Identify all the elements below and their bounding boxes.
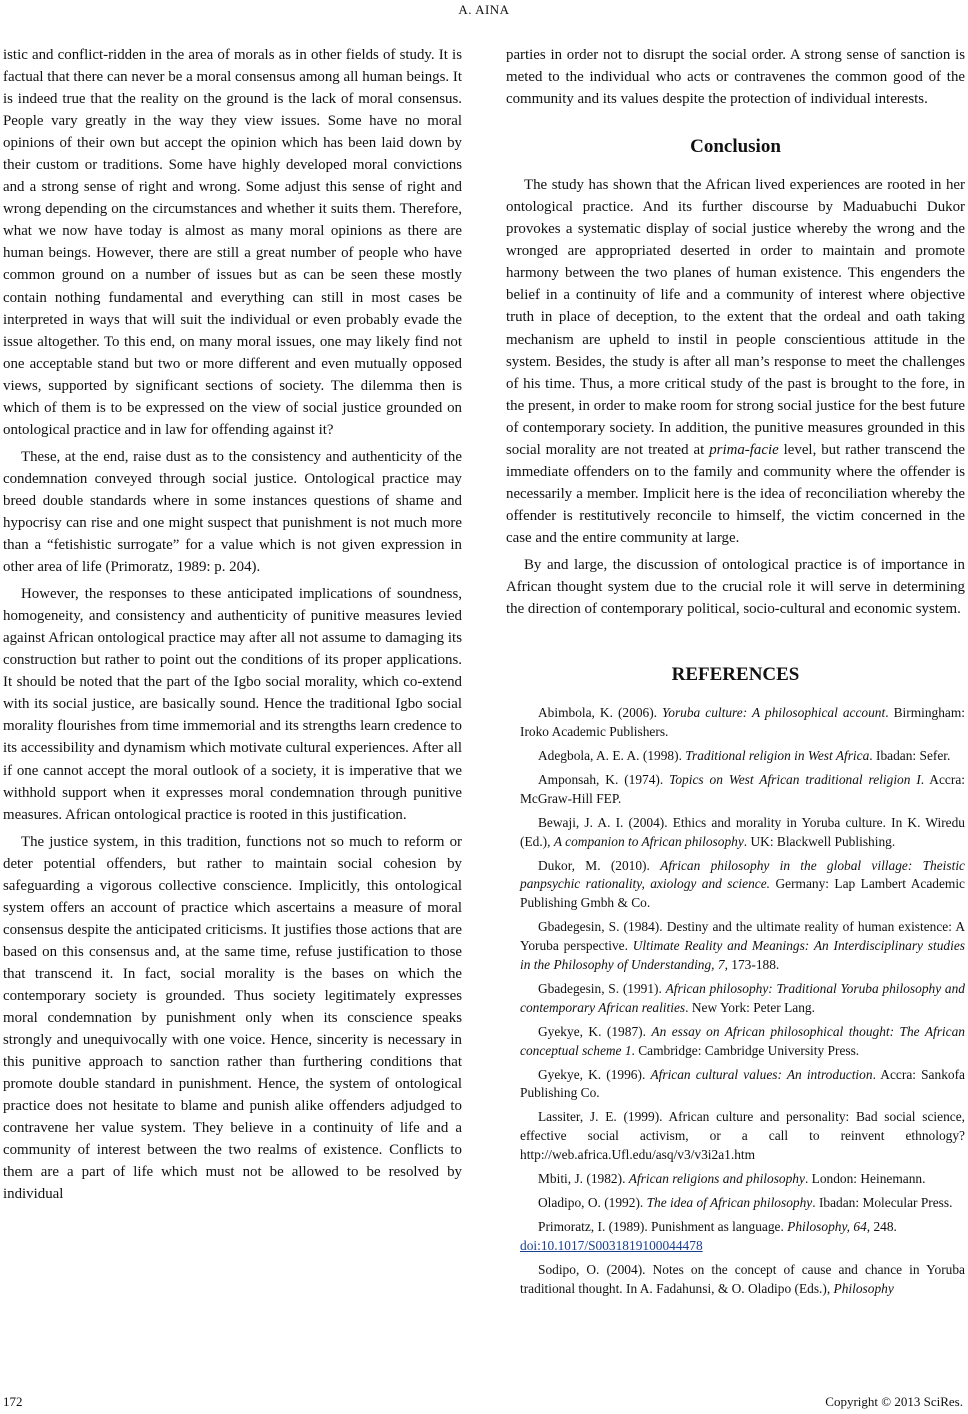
reference-entry [506,1261,965,1299]
running-head: A. AINA [458,2,510,17]
reference-entry [506,1108,965,1165]
conclusion-heading: Conclusion [690,136,781,158]
reference-text: . Accra: McGraw-Hill FEP. [520,771,965,806]
page-number: 172 [3,1394,23,1409]
copyright-notice: Copyright © 2013 SciRes. [825,1394,963,1409]
reference-entry [506,980,965,1018]
reference-text: 173-188. [727,957,780,973]
reference-entry [506,814,965,852]
reference-text: Amponsah, K. (1974). [538,771,670,787]
reference-title: The idea of African philosophy [646,1195,813,1211]
reference-entry [506,747,965,766]
conclusion-text: The study has shown that the African lived experiences are rooted in her ontological practice. And its further discourse by Maduabuchi Dukor provokes a systematic display of social justice whereby the wrong and the wronged are appropriated deserted in order to maintain and promote harmony between the two planes of human existence. This engenders the belief in a continuity of life and a community of interest where objective truth in place of deception, to the extent that the ordeal and oath taking mechanism are upheld to instil in people conscientious attitude in the system. Besides, the study is after all man’s response to meet the challenges of his time. Thus, a more critical study of the past is brought to the fore, in the present, in order to make room for strong social justice for the best future of contemporary society. In addition, the punitive measures grounded in this social morality are not treated at [506,177,965,458]
reference-entry [506,857,965,914]
reference-title: African philosophy in the global village: Theistic panpsychic rationality, axiology and science. [520,857,965,892]
reference-text: Gyekye, K. (1996). [538,1066,651,1082]
reference-text: . UK: Blackwell Publishing. [743,833,896,849]
reference-text: Lassiter, J. E. (1999). African culture and personality: Bad social science, effective social activism, or a call to reinvent ethnology? http://web.africa.Ufl.edu/asq/v3/v3i2a1.htm [520,1109,965,1163]
reference-text: Abimbola, K. (2006). [538,705,663,721]
reference-text: Sodipo, O. (2004). Notes on the concept of cause and chance in Yoruba traditional thought. In A. Fadahunsi, & O. Oladipo (Eds.), [520,1261,965,1296]
reference-title: Ultimate Reality and Meanings: An Interdisciplinary studies in the Philosophy of Understanding, 7, [520,938,965,973]
reference-title: Traditional religion in West Africa [685,747,870,763]
reference-text: Bewaji, J. A. I. (2004). Ethics and morality in Yoruba culture. In K. Wiredu (Ed.), [520,814,965,849]
body-paragraph: istic and conflict-ridden in the area of morals as in other fields of study. It is factual that there can never be a moral consensus among all human beings. It is indeed true that the reality on the ground is the lack of moral consensus. People vary greatly in the way they view issues. Some have no moral opinions of their own but accept the opinion which has been laid down by their custom or traditions. Some have highly developed moral convictions and a strong sense of right and wrong. Some adjust this sense of right and wrong depending on the circumstances and whether it suits them. Therefore, what we now have today is almost as many moral opinions as there are human beings. However, there are still a great number of people who have common ground on a number of issues but as can be seen these mostly contain nothing fundamental and everything can still in most cases be interpreted in ways that will suit the individual or even probably evade the issue altogether. To this end, on many moral issues, one may likely find not one acceptable stand but two or more different and even mutually opposed views, supported by significant sections of society. The dilemma then is which of them is to be expressed on the view of social justice grounded on ontological practice and in law for offending against it? [3,47,462,438]
reference-title: Yoruba culture: A philosophical account [662,705,886,721]
reference-entry [506,918,965,975]
reference-text: . Ibadan: Molecular Press. [812,1195,953,1211]
reference-title: Topics on West African traditional religion I [669,771,921,787]
reference-text: . Cambridge: Cambridge University Press. [631,1042,860,1058]
reference-text: Dukor, M. (2010). [538,857,661,873]
right-column [506,44,965,1299]
conclusion-italic-term: prima-facie [709,441,779,458]
reference-text: Gyekye, K. (1987). [538,1023,652,1039]
doi-link[interactable]: doi:10.1017/S0031819100044478 [520,1237,703,1253]
reference-entry [506,1218,965,1256]
body-paragraph: parties in order not to disrupt the social order. A strong sense of sanction is meted to the individual who acts or contravenes the common good of the community and its values despite the protection of individual interests. [506,47,965,108]
reference-text: Oladipo, O. (1992). [538,1195,647,1211]
reference-text: . New York: Peter Lang. [685,999,815,1015]
reference-entry [506,1023,965,1061]
reference-text: Gbadegesin, S. (1991). [538,980,666,996]
reference-text: . Birmingham: Iroko Academic Publishers. [520,705,966,740]
reference-entry [506,1194,965,1213]
body-paragraph: However, the responses to these anticipated implications of soundness, homogeneity, and consistency and authenticity of punitive measures levied against African ontological practice may after all not assume to damaging its construction but rather to point out the conditions of its proper applications. It should be noted that the part of the Igbo social morality, which co-extend with its social justice, are basically sound. Hence the traditional Igbo social morality flourishes from time immemorial and its strengths learn credence to its accessibility and dynamism which motivate cultural experiences. After all if one cannot accept the moral outlook of a society, it is imperative that we withhold support when it expresses moral condemnation through punitive measures. African ontological practice is rooted in this justification. [3,586,462,823]
reference-title: Philosophy [833,1280,894,1296]
reference-text: . Ibadan: Sefer. [869,747,951,763]
body-paragraph: These, at the end, raise dust as to the consistency and authenticity of the condemnation conveyed through social justice. Ontological practice may breed double standards where in some instances questions of shame and hypocrisy can rise and one might suspect that punishment is not much more than a “fetishistic surrogate” for a value which is not given expression in other area of life (Primoratz, 1989: p. 204). [3,448,462,576]
reference-text: Germany: Lap Lambert Academic Publishing Gmbh & Co. [520,876,965,911]
conclusion-paragraph: By and large, the discussion of ontological practice is of importance in African thought system due to the crucial role it will serve in determining the direction of contemporary political, socio-cultural and economic system. [506,556,965,618]
reference-entry [506,704,965,742]
reference-text: . London: Heinemann. [804,1171,926,1187]
reference-text: Adegbola, A. E. A. (1998). [538,747,686,763]
reference-title: A companion to African philosophy [553,833,744,849]
reference-title: An essay on African philosophical thought: The African conceptual scheme 1 [520,1023,965,1058]
reference-text: Primoratz, I. (1989). Punishment as language. [538,1218,788,1234]
body-paragraph: The justice system, in this tradition, functions not so much to reform or deter potential offenders, but rather to maintain social cohesion by safeguarding a vigorous collective conscience. Implicitly, this ontological system offers an account of practice which ascertains a measure of moral consensus despite the anticipated criticisms. It justifies those actions that are based on this consensus and, at the same time, refuse justification to those that transcend it. In fact, social morality is the bases on which the contemporary society is grounded. Thus society legitimately expresses moral condemnation by punishment only when its conscience speaks strongly and unequivocally with one voice. Hence, sincerity is necessary in this punitive approach to sanction rather than furthering conditions that promote double standard in punishment. Hence, the system of ontological practice does not hesitate to blame and punish alike offenders adjudged to contravene her value system. They believe in a continuity of life and a community of interest between the two realms of existence. Conflicts to them are a part of life which must not be allowed to be resolved by individual [3,833,462,1203]
reference-list [506,704,965,1298]
conclusion-text: level, but rather transcend the immediate offenders on to the family and community where the offender is necessarily a member. Implicit here is the idea of reconciliation whereby the offender is restitutively reconcile to himself, the victim concerned in the case and the entire community at large. [506,441,965,546]
reference-text: . Accra: Sankofa Publishing Co. [520,1066,965,1101]
reference-entry [506,1066,965,1104]
reference-entry [506,771,965,809]
reference-title: African philosophy: Traditional Yoruba philosophy and contemporary African realities [520,980,965,1015]
conclusion-paragraph [506,174,965,549]
reference-entry [506,1170,965,1189]
left-column [3,44,462,1205]
reference-title: African religions and philosophy [628,1171,805,1187]
reference-text: Mbiti, J. (1982). [538,1171,629,1187]
reference-text: Gbadegesin, S. (1984). Destiny and the ultimate reality of human existence: A Yoruba perspective. [520,919,965,954]
references-heading: REFERENCES [671,664,800,686]
reference-text: 248. [870,1218,897,1234]
reference-title: Philosophy, 64, [787,1218,871,1234]
reference-title: African cultural values: An introduction [650,1066,873,1082]
